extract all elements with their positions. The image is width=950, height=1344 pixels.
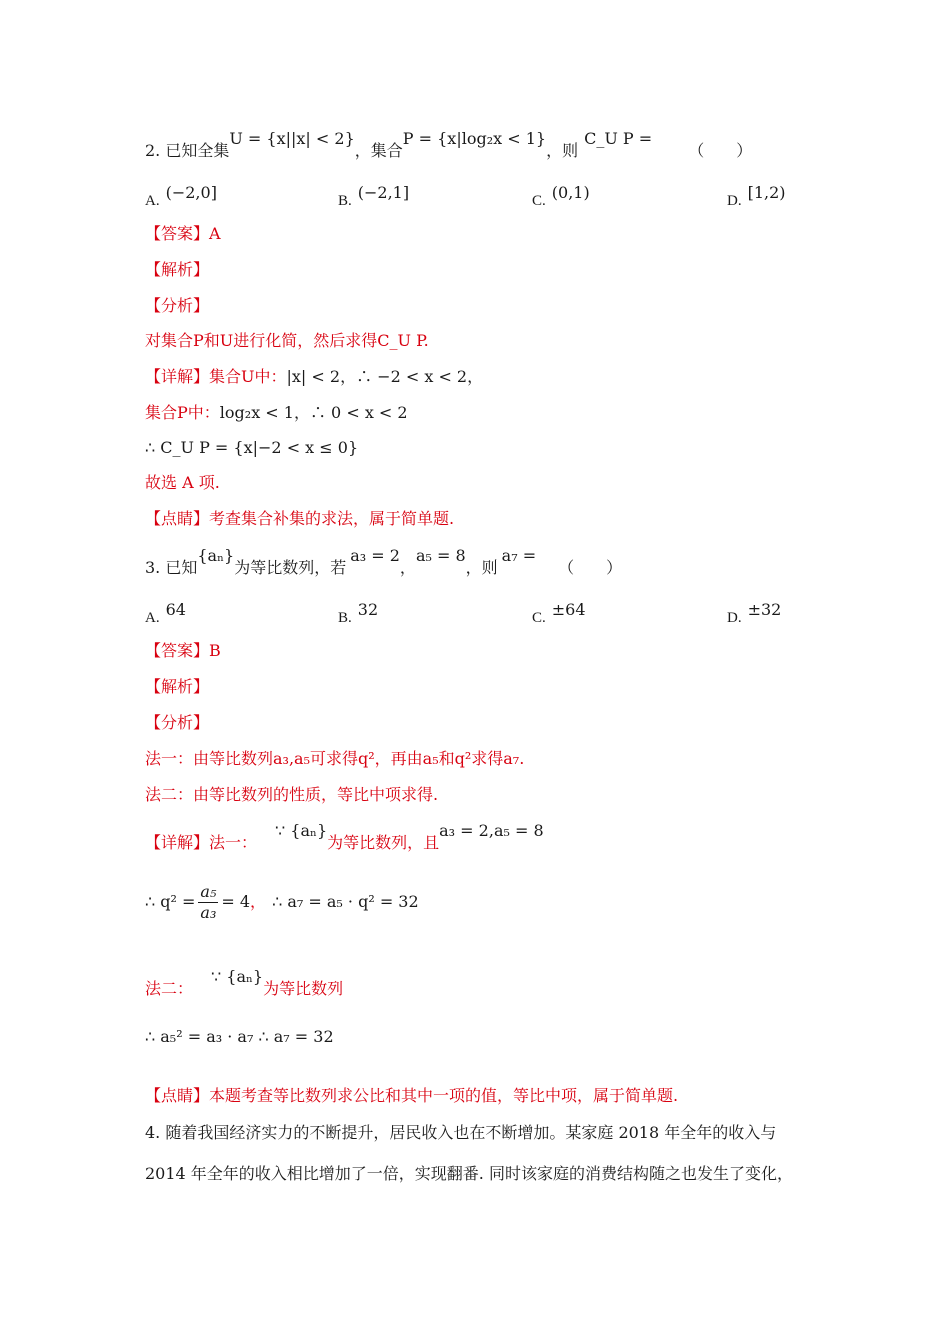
- q2-detail-3: ∴ C_U P = {x|−2 < x ≤ 0}: [145, 438, 359, 457]
- q2-u-expr: U = {x||x| < 2}: [229, 129, 355, 148]
- q3-dianjing: 【点睛】本题考查等比数列求公比和其中一项的值，等比中项，属于简单题.: [145, 1086, 679, 1105]
- q3-detail-1: 【详解】法一：∵ {aₙ}为等比数列，且a₃ = 2,a₅ = 8: [145, 821, 544, 852]
- q3-jiexi: 【解析】: [145, 677, 210, 696]
- q2-option-c: C. (0,1): [532, 183, 590, 209]
- q2-jiexi: 【解析】: [145, 260, 210, 279]
- q2-lead: 2. 已知全集: [145, 141, 230, 160]
- q2-then: ，则: [546, 141, 579, 160]
- q2-answer: 【答案】A: [145, 224, 221, 243]
- q3-fraction: $\frac{\text{a₅}}{\text{a₃}}$: [200, 882, 217, 922]
- q2-stem: [145, 129, 753, 162]
- q3-detail-3: 法二：∵ {aₙ}为等比数列: [145, 967, 344, 998]
- q3-seq: {aₙ}: [197, 546, 235, 565]
- q3-stem: 3. 已知{aₙ}为等比数列，若a₃ = 2，a₅ = 8，则a₇ =（ ）: [145, 546, 623, 577]
- q3-option-b: B. 32: [338, 600, 379, 626]
- q3-detail-2: ∴ q² = $\frac{\text{a₅}}{\text{a₃}}$ = 4， ∴ a₇ = a₅ · q² = 32: [145, 882, 419, 922]
- q2-dianjing: 【点睛】考查集合补集的求法，属于简单题.: [145, 509, 455, 528]
- q3-method-2: 法二：由等比数列的性质，等比中项求得.: [145, 785, 439, 804]
- q2-fenxi: 【分析】: [145, 296, 210, 315]
- q2-p-expr: P = {x|log₂x < 1}: [402, 129, 547, 148]
- q3-detail-4: ∴ a₅² = a₃ · a₇ ∴ a₇ = 32: [145, 1027, 334, 1046]
- q2-detail-1: 【详解】集合U中：|x| < 2，∴ −2 < x < 2，: [145, 367, 484, 386]
- q2-option-d: D. [1,2): [727, 183, 786, 209]
- q2-option-a: A. (−2,0]: [145, 183, 217, 209]
- q2-paren: （ ）: [688, 141, 753, 160]
- q2-mid: ，集合: [354, 141, 403, 160]
- q2-detail-2: 集合P中：log₂x < 1，∴ 0 < x < 2: [145, 403, 408, 422]
- q2-option-b: B. (−2,1]: [338, 183, 410, 209]
- q3-option-a: A. 64: [145, 600, 186, 626]
- q3-method-1: 法一：由等比数列a₃,a₅可求得q²，再由a₅和q²求得a₇.: [145, 749, 525, 768]
- q4-line-2: 2014 年全年的收入相比增加了一倍，实现翻番. 同时该家庭的消费结构随之也发生了变化，: [145, 1164, 793, 1183]
- q4-line-1: 4. 随着我国经济实力的不断提升，居民收入也在不断增加。某家庭 2018 年全年的收入与: [145, 1123, 777, 1142]
- q3-fenxi: 【分析】: [145, 713, 210, 732]
- q3-option-c: C. ±64: [532, 600, 586, 626]
- q2-cp-expr: C_U P =: [584, 129, 653, 148]
- q2-analysis: 对集合P和U进行化简，然后求得C_U P.: [145, 331, 429, 350]
- q3-answer: 【答案】B: [145, 641, 221, 660]
- q2-choice: 故选 A 项.: [145, 473, 220, 492]
- q3-option-d: D. ±32: [727, 600, 782, 626]
